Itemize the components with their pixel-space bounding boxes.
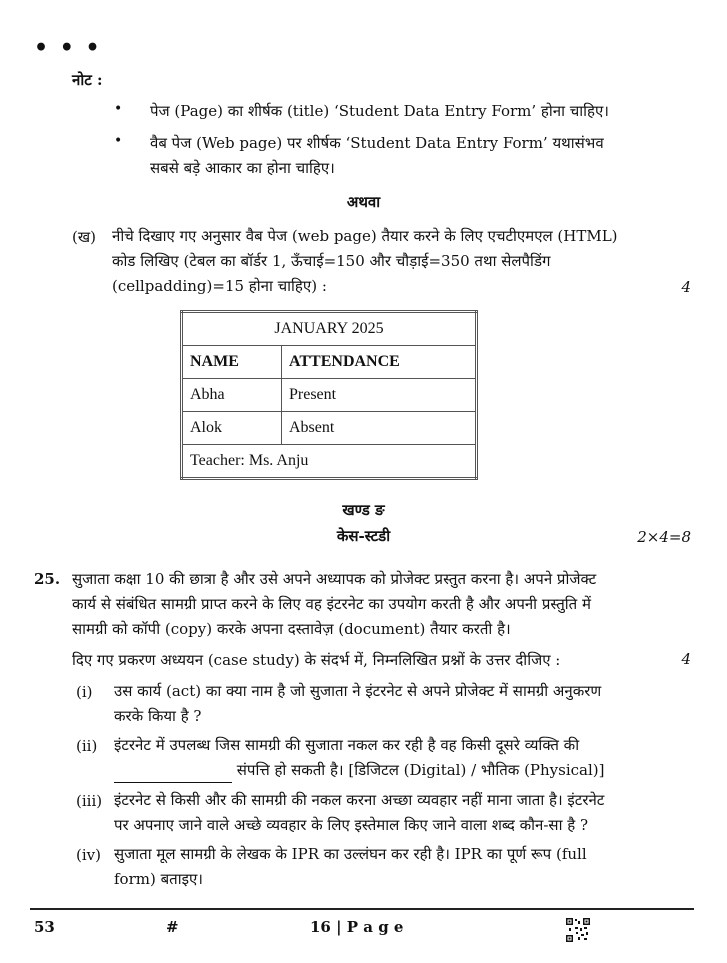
section-subtitle: केस-स्टडी	[336, 527, 391, 545]
question-kha-label: (ख)	[72, 228, 96, 246]
sub-question-label: (ii)	[76, 737, 98, 755]
table-row	[182, 379, 477, 412]
header-dots: • • •	[34, 35, 102, 61]
question-25-intro: सुजाता कक्षा 10 की छात्रा है और उसे अपने अध्यापक को प्रोजेक्ट प्रस्तुत करना है। अपने प्रोजेक्ट कार्य से संबंधित सामग्री प्राप्त करने के लिए वह इंटरनेट का उपयोग करती है और अपनी प्रस्तुति में सामग्री को कॉपी (copy) करके अपना दस्तावेज़ (document) तैयार करती है।	[72, 570, 597, 638]
footer-page-number: 16 | P a g e	[310, 918, 404, 936]
table-footer: Teacher: Ms. Anju	[182, 445, 477, 479]
table-cell: Abha	[182, 379, 282, 412]
question-kha-text: नीचे दिखाए गए अनुसार वैब पेज (web page) तैयार करने के लिए एचटीएमएल (HTML) कोड लिखिए (टेबल का बॉर्डर 1, ऊँचाई=150 और चौड़ाई=350 तथा सेलपैडिंग (cellpadding)=15 होना चाहिए) :	[112, 227, 618, 295]
footer-hash: #	[166, 918, 179, 936]
answer-blank	[114, 766, 232, 783]
sub-question-label: (i)	[76, 683, 93, 701]
question-kha-marks: 4	[681, 278, 691, 296]
sub-question-ii: इंटरनेट में उपलब्ध जिस सामग्री की सुजाता नकल कर रही है वह किसी दूसरे व्यक्ति की संपत्ति हो सकती है। [डिजिटल (Digital) / भौतिक (Physical)]	[114, 733, 605, 783]
table-header-name: NAME	[182, 346, 282, 379]
table-cell: Absent	[282, 412, 477, 445]
bullet-icon: •	[114, 133, 123, 149]
section-marks: 2×4=8	[637, 528, 691, 546]
note-bullet-1: पेज (Page) का शीर्षक (title) ‘Student Data Entry Form’ होना चाहिए।	[150, 102, 609, 120]
table-header-row	[182, 346, 477, 379]
table-title-row	[182, 312, 477, 346]
qr-code-icon	[566, 918, 590, 942]
note-bullet-2: वैब पेज (Web page) पर शीर्षक ‘Student Data Entry Form’ यथासंभव सबसे बड़े आकार का होना चाहिए।	[150, 134, 604, 177]
sub-question-iv: सुजाता मूल सामग्री के लेखक के IPR का उल्लंघन कर रही है। IPR का पूर्ण रूप (full form) बताइए।	[114, 845, 587, 888]
sub-question-i: उस कार्य (act) का क्या नाम है जो सुजाता ने इंटरनेट से अपने प्रोजेक्ट में सामग्री अनुकरण करके किया है ?	[114, 682, 602, 725]
table-row	[182, 412, 477, 445]
section-title: खण्ड ङ	[342, 501, 385, 519]
question-25-number: 25.	[34, 570, 61, 588]
table-footer-row	[182, 445, 477, 479]
or-heading: अथवा	[346, 193, 381, 211]
table-title: JANUARY 2025	[182, 312, 477, 346]
sub-question-label: (iv)	[76, 846, 101, 864]
footer-divider	[30, 908, 694, 910]
sub-question-label: (iii)	[76, 792, 103, 810]
question-25-instruction: दिए गए प्रकरण अध्ययन (case study) के संदर्भ में, निम्नलिखित प्रश्नों के उत्तर दीजिए :	[72, 651, 561, 669]
footer-code: 53	[34, 918, 55, 936]
attendance-table	[180, 310, 478, 480]
note-label: नोट :	[72, 71, 103, 89]
table-cell: Alok	[182, 412, 282, 445]
sub-question-iii: इंटरनेट से किसी और की सामग्री की नकल करना अच्छा व्यवहार नहीं माना जाता है। इंटरनेट पर अपनाए जाने वाले अच्छे व्यवहार के लिए इस्तेमाल किए जाने वाला शब्द कौन-सा है ?	[114, 791, 605, 834]
table-header-attendance: ATTENDANCE	[282, 346, 477, 379]
question-25-marks: 4	[681, 650, 691, 668]
table-cell: Present	[282, 379, 477, 412]
bullet-icon: •	[114, 101, 123, 117]
